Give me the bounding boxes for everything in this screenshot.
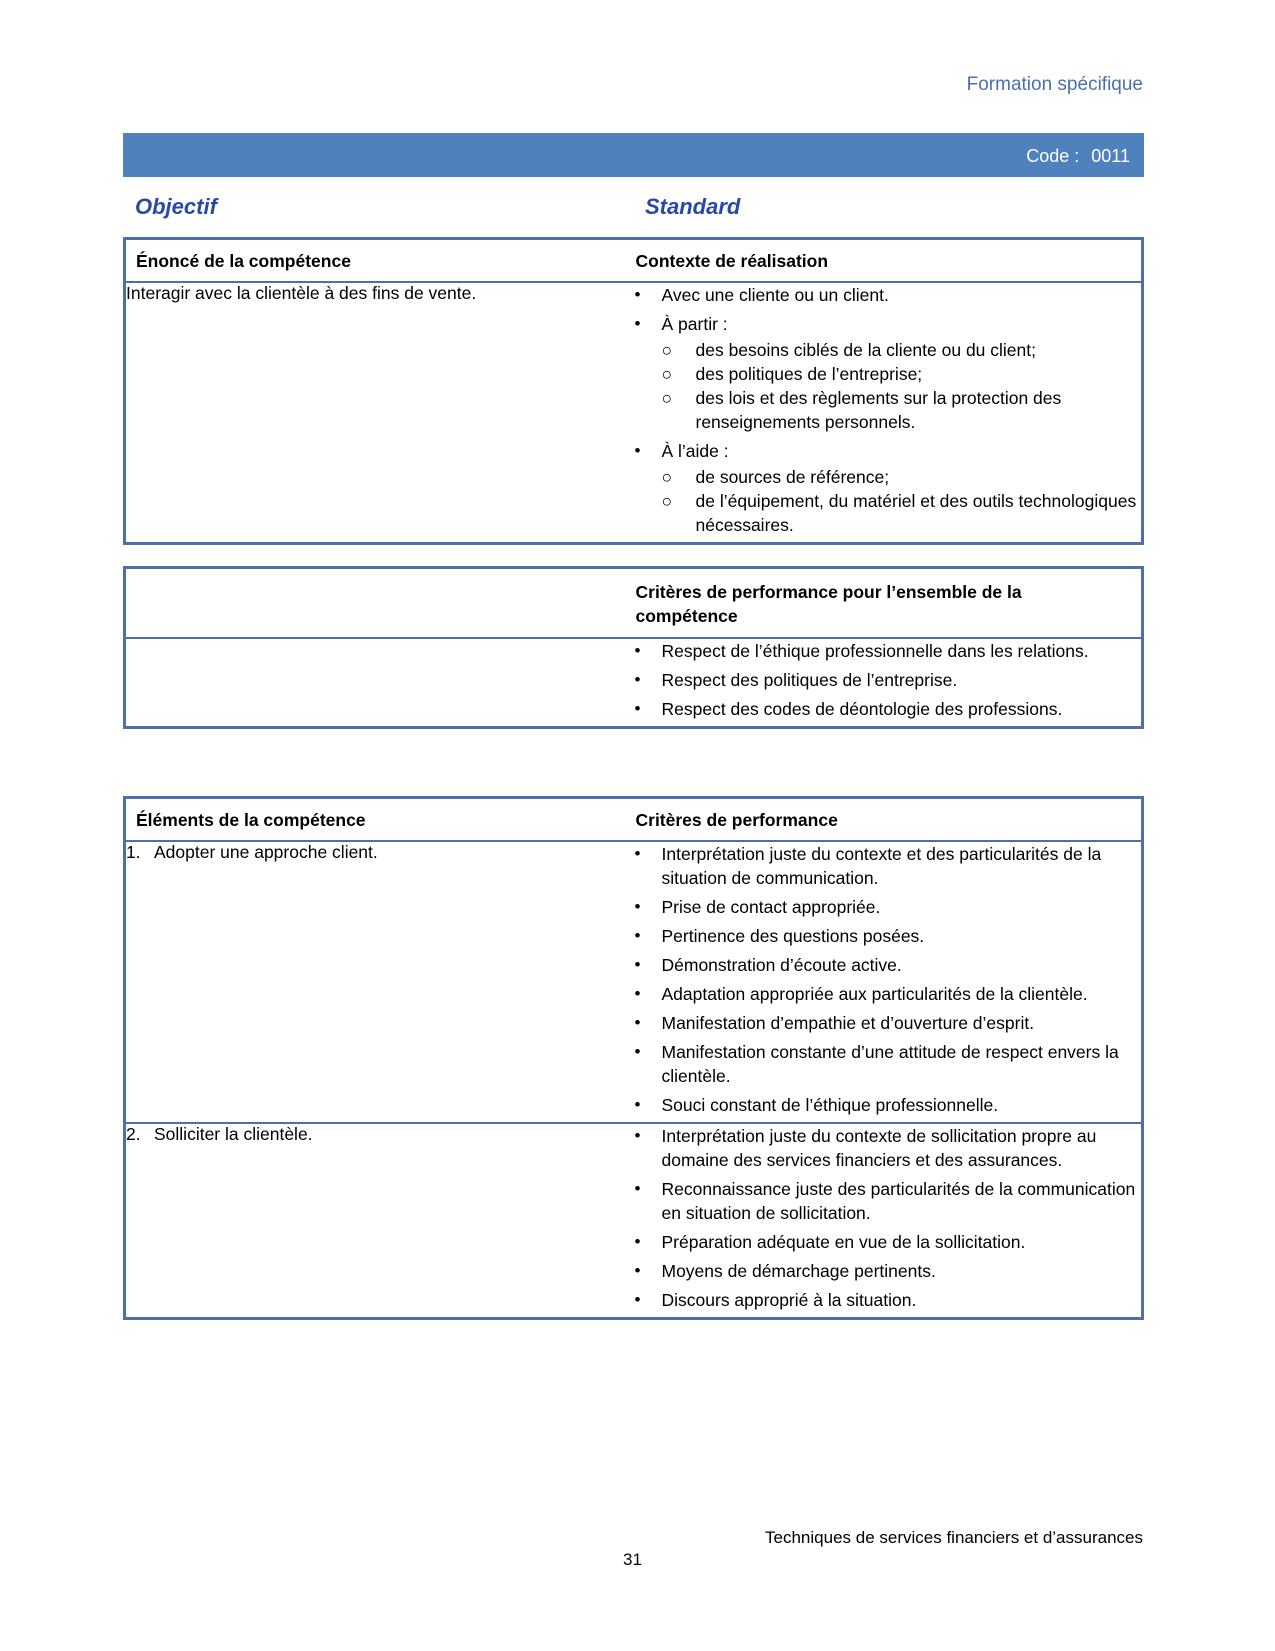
bullet-icon: • bbox=[634, 1261, 641, 1280]
element-number: 1. bbox=[126, 842, 141, 862]
elements-table bbox=[123, 796, 1144, 1320]
bullet-icon: • bbox=[634, 1126, 641, 1145]
bullet-icon: • bbox=[634, 1095, 641, 1114]
bullet-icon: • bbox=[634, 926, 641, 945]
bullet-icon: • bbox=[634, 897, 641, 916]
global-criteria-cell bbox=[632, 638, 1143, 728]
performance-criterion bbox=[632, 1230, 1142, 1254]
performance-criterion-text: Souci constant de l’éthique professionnelle. bbox=[661, 1095, 999, 1115]
bullet-icon: • bbox=[634, 1179, 641, 1198]
element-cell bbox=[125, 1123, 632, 1319]
performance-criterion bbox=[632, 982, 1142, 1006]
context-item-text: À l’aide : bbox=[661, 441, 729, 461]
context-sub-item-text: de sources de référence; bbox=[695, 467, 890, 487]
global-criterion-text: Respect des codes de déontologie des professions. bbox=[661, 699, 1063, 719]
performance-criterion-text: Moyens de démarchage pertinents. bbox=[661, 1261, 936, 1281]
context-sub-item bbox=[662, 362, 1142, 386]
competency-statement: Interagir avec la clientèle à des fins de vente. bbox=[126, 283, 477, 303]
bullet-icon: • bbox=[634, 699, 641, 718]
performance-criterion bbox=[632, 924, 1142, 948]
standard-heading: Standard bbox=[645, 194, 741, 219]
code-value: 0011 bbox=[1091, 146, 1130, 166]
element-criteria-list bbox=[632, 1124, 1142, 1312]
sub-bullet-icon: ○ bbox=[661, 388, 673, 408]
global-criterion bbox=[632, 639, 1142, 663]
performance-criterion bbox=[632, 1093, 1142, 1117]
performance-criterion-text: Reconnaissance juste des particularités de la communication en situation de sollicitation. bbox=[661, 1179, 1136, 1223]
statement-header: Énoncé de la compétence bbox=[125, 239, 632, 283]
empty-header-cell bbox=[125, 568, 632, 639]
competency-statement-table bbox=[123, 237, 1144, 545]
element-criteria-list bbox=[632, 842, 1142, 1117]
context-sub-list bbox=[662, 338, 1142, 434]
bullet-icon: • bbox=[634, 1232, 641, 1251]
section-title: Formation spécifique bbox=[966, 74, 1143, 95]
performance-criterion bbox=[632, 1040, 1142, 1088]
global-criterion-text: Respect des politiques de l’entreprise. bbox=[661, 670, 958, 690]
context-sub-item bbox=[662, 386, 1142, 434]
bullet-icon: • bbox=[634, 285, 641, 304]
global-criteria-table bbox=[123, 566, 1144, 729]
element-row bbox=[125, 1123, 1143, 1319]
global-criteria-header: Critères de performance pour l’ensemble de la compétence bbox=[632, 568, 1143, 639]
code-label: Code : bbox=[1026, 146, 1080, 166]
bullet-icon: • bbox=[634, 844, 641, 863]
element-row bbox=[125, 841, 1143, 1123]
performance-criterion-text: Prise de contact appropriée. bbox=[661, 897, 881, 917]
bullet-icon: • bbox=[634, 955, 641, 974]
bullet-icon: • bbox=[634, 441, 641, 460]
footer-program: Techniques de services financiers et d’assurances bbox=[765, 1528, 1143, 1547]
performance-criteria-header: Critères de performance bbox=[632, 798, 1143, 842]
objective-heading: Objectif bbox=[135, 194, 217, 219]
performance-criterion-text: Discours approprié à la situation. bbox=[661, 1290, 917, 1310]
bullet-icon: • bbox=[634, 1290, 641, 1309]
performance-criterion bbox=[632, 1011, 1142, 1035]
context-item-text: À partir : bbox=[661, 314, 728, 334]
context-sub-item bbox=[662, 489, 1142, 537]
performance-criterion-text: Adaptation appropriée aux particularités de la clientèle. bbox=[661, 984, 1088, 1004]
performance-criterion bbox=[632, 895, 1142, 919]
context-header: Contexte de réalisation bbox=[632, 239, 1143, 283]
context-item bbox=[632, 439, 1142, 537]
performance-criterion bbox=[632, 1288, 1142, 1312]
page-number: 31 bbox=[623, 1550, 642, 1569]
element-label: Solliciter la clientèle. bbox=[154, 1124, 313, 1144]
context-sub-item-text: des besoins ciblés de la cliente ou du client; bbox=[695, 340, 1036, 360]
performance-criterion bbox=[632, 1259, 1142, 1283]
code-bar bbox=[123, 133, 1144, 177]
context-sub-list bbox=[662, 465, 1142, 537]
performance-criterion-text: Démonstration d’écoute active. bbox=[661, 955, 902, 975]
performance-criterion bbox=[632, 1177, 1142, 1225]
element-criteria-cell bbox=[632, 1123, 1143, 1319]
bullet-icon: • bbox=[634, 670, 641, 689]
global-criterion-text: Respect de l’éthique professionnelle dans les relations. bbox=[661, 641, 1089, 661]
context-cell bbox=[632, 282, 1143, 544]
sub-bullet-icon: ○ bbox=[661, 491, 673, 511]
elements-header: Éléments de la compétence bbox=[125, 798, 632, 842]
competency-code bbox=[1026, 146, 1130, 167]
bullet-icon: • bbox=[634, 1042, 641, 1061]
context-list bbox=[632, 283, 1142, 537]
sub-bullet-icon: ○ bbox=[661, 340, 673, 360]
performance-criterion-text: Manifestation d’empathie et d’ouverture d’esprit. bbox=[661, 1013, 1035, 1033]
bullet-icon: • bbox=[634, 641, 641, 660]
bullet-icon: • bbox=[634, 1013, 641, 1032]
global-criterion bbox=[632, 697, 1142, 721]
global-criteria-list bbox=[632, 639, 1142, 721]
global-criterion bbox=[632, 668, 1142, 692]
context-item bbox=[632, 312, 1142, 434]
empty-cell bbox=[125, 638, 632, 728]
context-sub-item bbox=[662, 465, 1142, 489]
element-cell bbox=[125, 841, 632, 1123]
performance-criterion-text: Manifestation constante d’une attitude de respect envers la clientèle. bbox=[661, 1042, 1119, 1086]
context-item-text: Avec une cliente ou un client. bbox=[661, 285, 889, 305]
element-criteria-cell bbox=[632, 841, 1143, 1123]
element-label: Adopter une approche client. bbox=[154, 842, 378, 862]
context-sub-item-text: des lois et des règlements sur la protection des renseignements personnels. bbox=[695, 388, 1062, 432]
context-sub-item bbox=[662, 338, 1142, 362]
context-sub-item-text: des politiques de l’entreprise; bbox=[695, 364, 923, 384]
context-sub-item-text: de l’équipement, du matériel et des outils technologiques nécessaires. bbox=[695, 491, 1137, 535]
performance-criterion-text: Interprétation juste du contexte et des particularités de la situation de communication. bbox=[661, 844, 1102, 888]
element-number: 2. bbox=[126, 1124, 141, 1144]
objective-standard-headings bbox=[135, 194, 1135, 220]
performance-criterion-text: Pertinence des questions posées. bbox=[661, 926, 925, 946]
performance-criterion-text: Interprétation juste du contexte de sollicitation propre au domaine des services financiers et des assurances. bbox=[661, 1126, 1097, 1170]
performance-criterion bbox=[632, 1124, 1142, 1172]
sub-bullet-icon: ○ bbox=[661, 364, 673, 384]
bullet-icon: • bbox=[634, 984, 641, 1003]
performance-criterion-text: Préparation adéquate en vue de la sollicitation. bbox=[661, 1232, 1026, 1252]
bullet-icon: • bbox=[634, 314, 641, 333]
performance-criterion bbox=[632, 842, 1142, 890]
performance-criterion bbox=[632, 953, 1142, 977]
sub-bullet-icon: ○ bbox=[661, 467, 673, 487]
context-item bbox=[632, 283, 1142, 307]
